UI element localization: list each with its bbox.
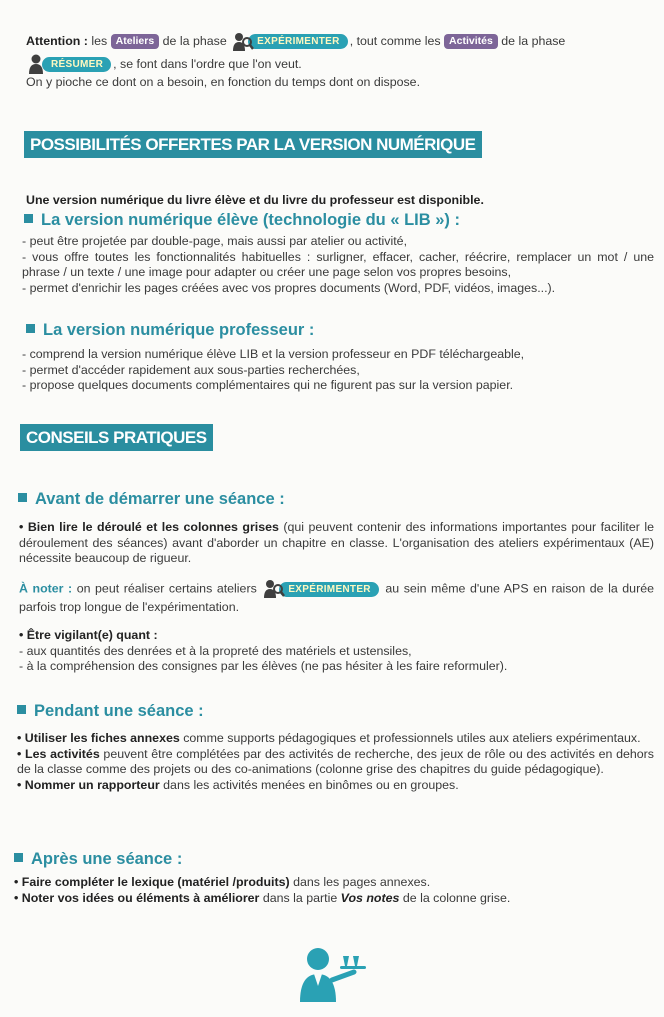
section-banner-numerique: POSSIBILITÉS OFFERTES PAR LA VERSION NUMÉRIQUE bbox=[24, 131, 482, 158]
ateliers-pill: Ateliers bbox=[111, 34, 160, 49]
resumer-icon bbox=[26, 53, 48, 75]
experimenter-badge: EXPÉRIMENTER bbox=[232, 31, 348, 53]
square-bullet-icon bbox=[18, 493, 27, 502]
experimenter-icon bbox=[232, 31, 254, 53]
heading-pendant-seance: Pendant une séance : bbox=[17, 701, 204, 721]
list-item: - à la compréhension des consignes par les élèves (ne pas hésiter à les faire reformuler). bbox=[19, 659, 508, 673]
list-item: - propose quelques documents complémentaires qui ne figurent pas sur la version papier. bbox=[22, 378, 514, 392]
heading-avant-seance: Avant de démarrer une séance : bbox=[18, 489, 285, 509]
list-item: - peut être projetée par double-page, mais aussi par atelier ou activité, bbox=[22, 234, 408, 248]
section1-lead: Une version numérique du livre élève et du livre du professeur est disponible. bbox=[26, 193, 484, 207]
waiter-illustration bbox=[296, 944, 368, 1004]
attention-label: Attention : bbox=[26, 34, 88, 48]
square-bullet-icon bbox=[14, 853, 23, 862]
pendant-block: • Utiliser les fiches annexes comme supports pédagogiques et professionnels utiles aux ateliers expérimentaux. • Les activités peuvent être complétées par des activités de recherche, des jeux de rôle ou des activités en dehors de la classe comme des projets ou des co-animations (colonne grise des chapitres du guide pédagogique). • Nommer un rapporteur dans les activités menées en binômes ou en groupes. bbox=[17, 731, 654, 792]
heading-apres-seance: Après une séance : bbox=[14, 849, 182, 869]
square-bullet-icon bbox=[24, 214, 33, 223]
intro-line-3: On y pioche ce dont on a besoin, en fonction du temps dont on dispose. bbox=[26, 75, 421, 90]
professeur-list bbox=[22, 347, 654, 394]
list-item: - permet d'enrichir les pages créées avec vos propres documents (Word, PDF, vidéos, images...). bbox=[22, 280, 556, 295]
eleve-list bbox=[22, 234, 654, 296]
square-bullet-icon bbox=[17, 705, 26, 714]
square-bullet-icon bbox=[26, 324, 35, 333]
heading-version-professeur: La version numérique professeur : bbox=[26, 320, 314, 340]
heading-version-eleve: La version numérique élève (technologie du « LIB ») : bbox=[24, 210, 460, 230]
section-banner-conseils: CONSEILS PRATIQUES bbox=[20, 424, 213, 451]
activites-pill: Activités bbox=[444, 34, 498, 49]
experimenter-icon bbox=[263, 578, 285, 600]
list-item: - vous offre toutes les fonctionnalités habituelles : surligner, effacer, cacher, réécrire, remplacer un mot / une phrase / un texte / une image pour adapter ou créer une page selon vos propres besoins, bbox=[22, 249, 654, 279]
a-noter-paragraph: À noter : on peut réaliser certains ateliers EXPÉRIMENTER au sein même d'une APS en raison de la durée parfois trop longue de l'expérimentation. bbox=[19, 578, 654, 616]
experimenter-badge: EXPÉRIMENTER bbox=[263, 578, 379, 600]
list-item: - aux quantités des denrées et à la propreté des matériels et ustensiles, bbox=[19, 643, 412, 658]
vigilant-block: • Être vigilant(e) quant : - aux quantités des denrées et à la propreté des matériels et ustensiles, - à la compréhension des consignes par les élèves (ne pas hésiter à les faire reformuler). bbox=[19, 628, 654, 675]
apres-block: • Faire compléter le lexique (matériel /produits) dans les pages annexes. • Noter vos idées ou éléments à améliorer dans la partie Vos notes de la colonne grise. bbox=[14, 875, 511, 905]
list-item: - comprend la version numérique élève LIB et la version professeur en PDF téléchargeable, bbox=[22, 347, 525, 361]
resumer-badge: RÉSUMER bbox=[26, 53, 111, 75]
list-item: - permet d'accéder rapidement aux sous-parties recherchées, bbox=[22, 362, 360, 377]
a-noter-label: À noter : bbox=[19, 581, 73, 596]
avant-paragraph: • Bien lire le déroulé et les colonnes grises (qui peuvent contenir des informations importantes pour faciliter le déroulement des séances) avant d'aborder un chapitre en classe. L'organisation des ateliers expérimentaux (AE) nécessite beaucoup de rigueur. bbox=[19, 520, 654, 565]
intro-paragraph: Attention : les Ateliers de la phase EXPÉRIMENTER , tout comme les Activités de la phase RÉSUMER , se font dans l'ordre que l'on veut. On y pioche ce dont on a besoin, en fonction du temps dont on dispose. bbox=[26, 30, 654, 91]
